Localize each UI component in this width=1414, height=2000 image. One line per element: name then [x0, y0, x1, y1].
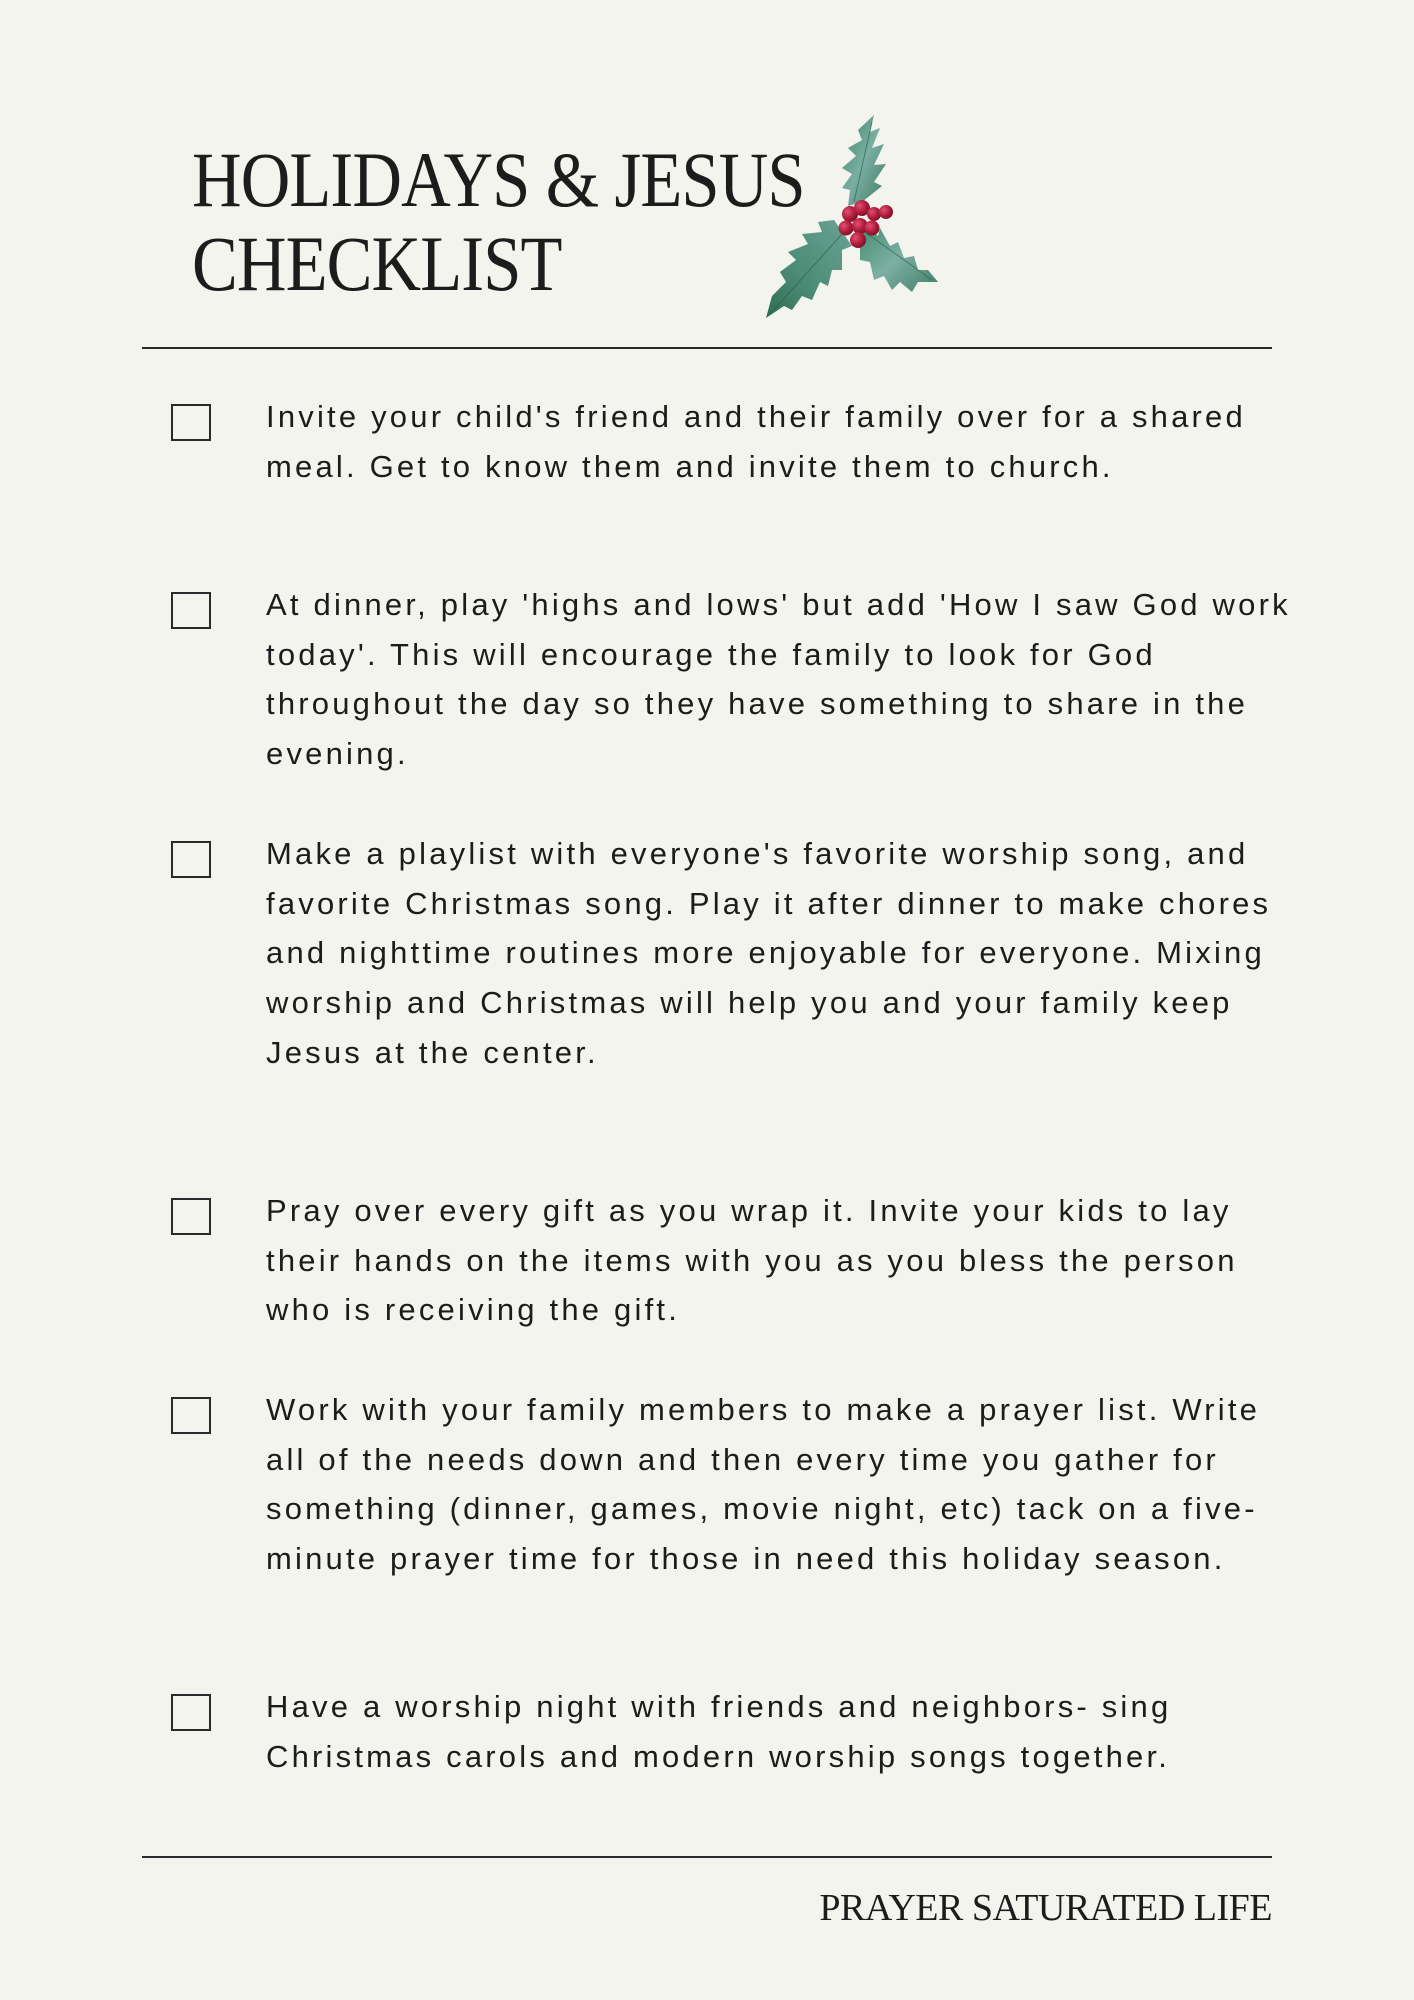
checklist-item-text: At dinner, play 'highs and lows' but add 'How I saw God work today'. This will encourage the family to look for God throughout the day so they have something to share in the evening.	[266, 587, 1291, 772]
checklist-item-text: Work with your family members to make a prayer list. Write all of the needs down and then every time you gather for something (dinner, games, movie night, etc) tack on a five-minute prayer time for those in need this holiday season.	[266, 1392, 1261, 1577]
bottom-divider	[142, 1856, 1272, 1858]
checkbox[interactable]	[171, 1198, 211, 1235]
title-line-2: CHECKLIST	[192, 220, 562, 307]
title-line-1: HOLIDAYS & JESUS	[192, 136, 805, 223]
checklist-item-text: Make a playlist with everyone's favorite worship song, and favorite Christmas song. Play it after dinner to make chores and nighttime routines more enjoyable for everyone. Mixing worship and Christmas will help you and your family keep Jesus at the center.	[266, 836, 1272, 1070]
checklist-item-text: Pray over every gift as you wrap it. Invite your kids to lay their hands on the items with you as you bless the person who is receiving the gift.	[266, 1193, 1238, 1328]
checkbox[interactable]	[171, 841, 211, 878]
checkbox[interactable]	[171, 1397, 211, 1434]
checkbox[interactable]	[171, 1694, 211, 1731]
checkbox[interactable]	[171, 404, 211, 441]
holly-icon	[762, 110, 942, 325]
footer-brand: PRAYER SATURATED LIFE	[819, 1887, 1272, 1929]
top-divider	[142, 347, 1272, 349]
checklist-item-text: Invite your child's friend and their family over for a shared meal. Get to know them and invite them to church.	[266, 399, 1246, 484]
checkbox[interactable]	[171, 592, 211, 629]
checklist-item-text: Have a worship night with friends and neighbors- sing Christmas carols and modern worship songs together.	[266, 1689, 1172, 1774]
page-title	[192, 138, 805, 306]
